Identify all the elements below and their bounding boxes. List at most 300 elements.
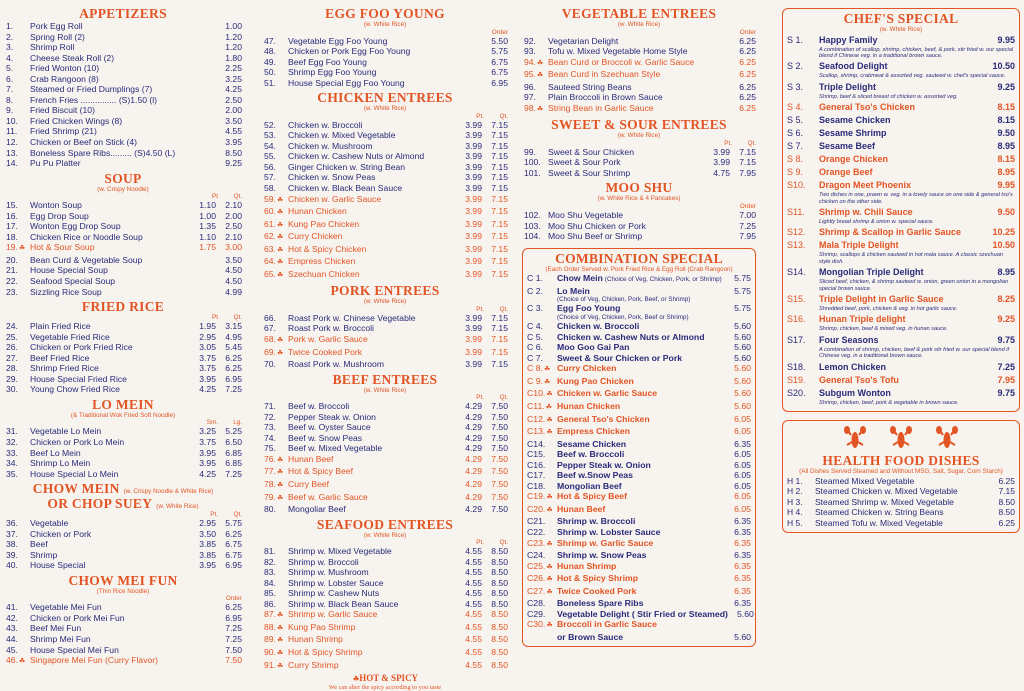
hot-pepper-icon: ☘ — [546, 494, 553, 502]
hot-pepper-icon: ☘ — [276, 662, 284, 670]
item-price-large: 7.15 — [491, 333, 508, 344]
item-name: Chicken w. Cashew Nuts or Almond — [288, 151, 425, 162]
price-column-header — [262, 539, 508, 546]
item-name: Four Seasons — [819, 334, 879, 345]
item-price-large: 7.15 — [491, 183, 508, 194]
menu-item-sweet-sour — [522, 147, 756, 158]
section-title: SEAFOOD ENTREES — [316, 516, 454, 532]
section-note: (Thin Rice Noodle) — [96, 587, 150, 595]
item-price: 6.25 — [739, 35, 756, 46]
item-price-small: 2.95 — [199, 518, 216, 529]
item-number: 39. — [6, 549, 18, 560]
hot-pepper-icon: ☘ — [536, 105, 544, 113]
menu-item-chow-mein — [4, 529, 242, 540]
item-name: Plain Broccoli in Brown Sauce — [548, 92, 663, 103]
item-number: H 5. — [787, 517, 803, 528]
item-price: 8.95 — [997, 141, 1015, 152]
item-number: 54. — [264, 140, 276, 151]
price-header-label: Sm. — [206, 419, 218, 427]
item-price: 10.25 — [992, 227, 1015, 238]
item-name: House Special Mei Fun — [30, 644, 119, 655]
item-number: 43. — [6, 623, 18, 634]
item-number: S16. — [787, 314, 806, 325]
menu-item-egg-foo-young — [262, 57, 508, 68]
item-number: S 9. — [787, 167, 804, 178]
item-price: 7.15 — [998, 486, 1015, 496]
item-price-small: 4.25 — [199, 468, 216, 479]
hot-pepper-icon: ☘ — [546, 506, 553, 514]
item-price: 6.25 — [739, 46, 756, 57]
item-number: C 8.☘ — [527, 363, 551, 374]
hot-pepper-icon: ☘ — [276, 234, 284, 242]
item-name: Triple Delight in Garlic Sauce — [819, 293, 944, 304]
hot-pepper-icon: ☘ — [18, 658, 26, 666]
item-name: Spring Roll (2) — [30, 31, 85, 42]
item-number: C14. — [527, 438, 546, 449]
item-price: 2.50 — [225, 94, 242, 105]
item-number: C17. — [527, 470, 546, 481]
item-price-large: 6.85 — [225, 447, 242, 458]
item-name: Shrimp Mei Fun — [30, 634, 91, 645]
item-price: 8.95 — [997, 167, 1015, 178]
price-header-label: Pt. — [476, 539, 484, 547]
item-name: Pork w. Garlic Sauce — [288, 333, 368, 344]
menu-item-beef — [262, 412, 508, 423]
section-note: (w. Crispy Noodle) — [97, 185, 149, 193]
item-number: 48. — [264, 46, 276, 57]
item-price: 6.35 — [734, 585, 751, 596]
combo-item — [527, 321, 751, 332]
item-description: Shrimp, beef & sliced breast of chicken w. assorted veg. — [819, 93, 958, 100]
item-number: 9. — [6, 105, 14, 116]
item-number: C 9.☘ — [527, 375, 551, 386]
item-price-large: 6.25 — [225, 352, 242, 363]
hot-pepper-icon: ☘ — [276, 271, 284, 279]
menu-item-fried-rice — [4, 332, 242, 343]
item-description: Scallop, shrimp, crabmeat & assorted veg. sauteed w. chef's special sauce. — [819, 73, 1006, 80]
item-description: Shrimp, chicken, beef, pork & vegetable in brown sauce. — [819, 399, 959, 406]
item-price: 7.25 — [225, 634, 242, 645]
item-number: 88.☘ — [264, 621, 284, 632]
item-name: Lo Mein — [557, 285, 590, 296]
item-price: 6.25 — [739, 81, 756, 92]
section-title: SOUP — [104, 170, 142, 186]
menu-item-pork — [262, 359, 508, 370]
item-name: Fried Biscuit (10) — [30, 105, 95, 116]
item-number: 33. — [6, 447, 18, 458]
item-name: General Tso's Chicken — [819, 102, 916, 113]
hot-pepper-icon: ☘ — [276, 494, 284, 502]
item-number: C30.☘ — [527, 619, 553, 630]
item-price-small: 4.55 — [465, 546, 482, 557]
price-header-label: Pt. — [210, 511, 218, 519]
menu-item-chow-mei-fun — [4, 602, 242, 613]
item-price-small: 3.95 — [199, 447, 216, 458]
item-price-small: 1.10 — [199, 200, 216, 211]
item-number: 81. — [264, 546, 276, 557]
item-price-large: 8.50 — [491, 598, 508, 609]
price-column-header — [4, 193, 242, 200]
hot-pepper-icon: ☘ — [276, 624, 284, 632]
item-price-small: 3.95 — [199, 373, 216, 384]
item-name-wrap — [557, 439, 725, 450]
menu-item-fried-rice — [4, 363, 242, 374]
item-price-small: 3.99 — [465, 183, 482, 194]
menu-item-appetizers — [4, 84, 242, 95]
item-price-small: 4.29 — [465, 466, 482, 477]
item-name: Mongolian Beef — [557, 480, 622, 491]
item-price: 5.60 — [734, 375, 751, 386]
item-name: Curry Chicken — [288, 231, 343, 242]
menu-item-chow-mei-fun — [4, 645, 242, 656]
item-name: Sesame Beef — [819, 141, 876, 152]
item-number: 96. — [524, 81, 536, 92]
menu-item-beef — [262, 479, 508, 492]
menu-item-pork — [262, 334, 508, 347]
section-note: (Each Order Served w. Pork Fried Rice & Egg Roll (Crab Rangoon) — [545, 265, 733, 273]
item-number: 51. — [264, 77, 276, 88]
item-number: 5. — [6, 63, 14, 74]
menu-item-beef — [262, 454, 508, 467]
item-price: 6.35 — [734, 537, 751, 548]
item-price: 3.25 — [225, 73, 242, 84]
menu-item-soup — [4, 255, 242, 266]
combo-item — [527, 561, 751, 574]
section-note: (w. White Rice) — [617, 132, 661, 140]
menu-item-seafood — [262, 634, 508, 647]
menu-item-seafood — [262, 660, 508, 673]
item-price: 8.15 — [997, 115, 1015, 126]
item-name: Chicken w. Garlic Sauce — [557, 388, 658, 399]
item-price-small: 3.75 — [199, 363, 216, 374]
item-name: Beef Egg Foo Young — [288, 56, 367, 67]
item-number: S13. — [787, 240, 806, 251]
item-number: 91.☘ — [264, 659, 284, 670]
menu-item-lo-mein — [4, 426, 242, 437]
item-price: 6.95 — [225, 612, 242, 623]
item-price-large: 7.50 — [491, 453, 508, 464]
item-number: 30. — [6, 384, 18, 395]
item-price-small: 3.99 — [465, 231, 482, 242]
item-name: Hot & Spicy Chicken — [288, 243, 367, 254]
item-name: Twice Cooked Pork — [557, 585, 637, 596]
menu-item-appetizers — [4, 21, 242, 32]
item-price-large: 6.25 — [225, 363, 242, 374]
menu-item-appetizers — [4, 158, 242, 169]
item-name: Pork Egg Roll — [30, 21, 83, 31]
combo-item — [527, 401, 751, 414]
combo-item — [527, 586, 751, 599]
item-number: 84. — [264, 577, 276, 588]
item-number: 18. — [6, 231, 18, 242]
chef-special-item — [787, 361, 1015, 374]
combo-item — [527, 388, 751, 401]
menu-item-pork — [262, 313, 508, 324]
health-item — [787, 497, 1015, 508]
item-price-large: 6.25 — [225, 528, 242, 539]
item-name-wrap — [557, 376, 725, 387]
item-price-large: 8.50 — [491, 556, 508, 567]
menu-item-beef — [262, 443, 508, 454]
item-price-small: 3.25 — [199, 426, 216, 437]
menu-item-chicken — [262, 244, 508, 257]
item-name-wrap — [557, 353, 725, 364]
item-price-small: 4.29 — [465, 491, 482, 502]
item-name: Hunan Triple delight — [819, 314, 906, 325]
item-name: Vegetable — [30, 518, 69, 529]
item-number: 104. — [524, 231, 541, 242]
item-price-large: 6.95 — [225, 373, 242, 384]
item-price: 5.60 — [734, 400, 751, 411]
item-name: Mongoliar Beef — [288, 504, 346, 515]
item-number: 14. — [6, 158, 18, 169]
item-name: Beef w. Mixed Vegetable — [288, 443, 383, 454]
item-name: Beef w. Broccoli — [288, 401, 350, 412]
price-header-label: Order — [225, 595, 242, 603]
menu-item-chow-mei-fun — [4, 634, 242, 645]
item-name-wrap — [557, 470, 725, 481]
item-price-small: 3.99 — [465, 333, 482, 344]
combo-item — [527, 491, 751, 504]
item-name: General Tso's Chicken — [557, 413, 650, 424]
item-number: 49. — [264, 56, 276, 67]
item-price-large: 6.75 — [225, 539, 242, 550]
item-price-large: 7.15 — [491, 119, 508, 130]
menu-item-lo-mein — [4, 437, 242, 448]
combo-item — [527, 353, 751, 364]
item-name: Sesame Chicken — [819, 115, 891, 126]
item-name: French Fries ............... (S)1.50 (l) — [30, 94, 158, 105]
item-name-wrap — [557, 504, 725, 515]
item-name: Curry Shrimp — [288, 659, 339, 670]
item-name: Sesame Shrimp — [819, 128, 887, 139]
item-price-large: 3.00 — [225, 242, 242, 253]
price-header-label: Qt. — [233, 511, 242, 519]
column-4 — [782, 4, 1020, 533]
price-header-label: Qt. — [499, 112, 508, 120]
menu-item-sweet-sour — [522, 168, 756, 179]
item-name: String Bean in Garlic Sauce — [548, 102, 654, 113]
menu-item-soup — [4, 287, 242, 298]
item-number: 26. — [6, 342, 18, 353]
item-price-large: 7.50 — [491, 443, 508, 454]
item-price: 7.25 — [997, 361, 1015, 372]
item-price-large: 7.15 — [491, 256, 508, 267]
item-number: 13. — [6, 147, 18, 158]
item-name: Young Chow Fried Rice — [30, 384, 120, 395]
item-name: Egg Foo Young — [557, 303, 621, 314]
hot-pepper-icon: ☘ — [546, 416, 553, 424]
menu-item-egg-foo-young — [262, 78, 508, 89]
item-number: 57. — [264, 172, 276, 183]
item-number: 16. — [6, 210, 18, 221]
section-title: VEGETABLE ENTREES — [561, 6, 717, 21]
menu-item-lo-mein — [4, 469, 242, 480]
chef-special-item — [787, 293, 1015, 306]
section-note: (w. White Rice & 4 Pancakes) — [597, 195, 681, 203]
item-price-large: 8.50 — [491, 609, 508, 620]
item-price: 9.25 — [997, 314, 1015, 325]
item-name-wrap — [557, 388, 725, 399]
item-price-small: 3.99 — [465, 119, 482, 130]
price-header-label: Lg. — [233, 419, 242, 427]
item-price-large: 7.25 — [225, 468, 242, 479]
item-number: 72. — [264, 411, 276, 422]
item-name: Sizzling Rice Soup — [30, 286, 102, 297]
item-name-wrap — [557, 632, 725, 643]
item-name: Sauteed String Beans — [548, 81, 632, 92]
item-price-large: 6.95 — [225, 560, 242, 571]
item-number: H 3. — [787, 496, 803, 507]
menu-item-vegetable — [522, 46, 756, 57]
menu-item-chicken — [262, 194, 508, 207]
item-name-wrap — [557, 414, 725, 425]
item-price: 8.15 — [997, 102, 1015, 113]
item-price-large: 8.50 — [491, 621, 508, 632]
item-name: Mongolian Triple Delight — [819, 267, 924, 278]
item-name: Bean Curd in Szechuan Style — [548, 69, 661, 80]
item-price-large: 7.15 — [491, 268, 508, 279]
menu-item-soup — [4, 221, 242, 232]
item-price: 9.95 — [997, 180, 1015, 191]
item-number: 80. — [264, 504, 276, 515]
section-vegetable — [522, 6, 756, 115]
item-name-wrap — [557, 538, 725, 549]
item-name: Vegetable Mei Fun — [30, 602, 102, 613]
item-price: 6.75 — [491, 67, 508, 78]
menu-item-chow-mein — [4, 518, 242, 529]
menu-item-appetizers — [4, 137, 242, 148]
menu-item-seafood — [262, 578, 508, 589]
item-price: 9.50 — [997, 128, 1015, 139]
item-number: 47. — [264, 35, 276, 46]
item-name: Hunan Beef — [557, 503, 606, 514]
item-price: 6.25 — [998, 475, 1015, 486]
combo-item — [527, 426, 751, 439]
item-number: 11. — [6, 126, 18, 137]
item-number: 46.☘ — [6, 655, 26, 666]
item-price: 6.05 — [734, 426, 751, 437]
item-price: 5.60 — [734, 631, 751, 642]
item-price-small: 3.99 — [465, 130, 482, 141]
item-name: Chicken or Pork Mei Fun — [30, 612, 125, 623]
item-name: Hunan Chicken — [557, 400, 621, 411]
item-name: Chicken w. Black Bean Sauce — [288, 183, 403, 194]
item-price-small: 4.55 — [465, 621, 482, 632]
item-name: Empress Chicken — [288, 256, 356, 267]
item-price-large: 6.50 — [225, 436, 242, 447]
chef-special-item — [787, 313, 1015, 326]
item-number: S10. — [787, 180, 806, 191]
item-price-small: 4.29 — [465, 478, 482, 489]
item-number: S11. — [787, 206, 805, 217]
item-name: Pepper Steak w. Onion — [557, 459, 651, 470]
item-name: House Special Fried Rice — [30, 373, 127, 384]
item-number: S20. — [787, 387, 806, 398]
item-price-large: 7.15 — [491, 346, 508, 357]
menu-item-chow-mei-fun — [4, 613, 242, 624]
column-3 — [522, 4, 756, 647]
item-price: 9.25 — [997, 81, 1015, 92]
combo-item — [527, 504, 751, 517]
item-number: 55. — [264, 151, 276, 162]
item-name: Hunan Shrimp — [288, 634, 343, 645]
item-number: 42. — [6, 612, 18, 623]
hot-pepper-icon: ☘ — [276, 612, 284, 620]
chef-special-item — [787, 101, 1015, 114]
section-moo-shu — [522, 180, 756, 241]
item-number: 101. — [524, 167, 541, 178]
section-title: APPETIZERS — [79, 6, 167, 21]
item-price: 7.95 — [739, 231, 756, 242]
item-price-small: 3.99 — [465, 193, 482, 204]
item-price-small: 3.95 — [199, 458, 216, 469]
menu-item-fried-rice — [4, 353, 242, 364]
item-price-small: 3.75 — [199, 352, 216, 363]
item-name: Sesame Chicken — [557, 438, 627, 449]
section-title: EGG FOO YOUNG — [325, 6, 445, 21]
item-name-wrap — [557, 561, 725, 572]
item-name: Kung Pao Shrimp — [288, 621, 356, 632]
item-price-small: 1.75 — [199, 242, 216, 253]
item-number: S 8. — [787, 154, 804, 165]
item-price-small: 3.99 — [465, 359, 482, 370]
hot-spicy-note: We can alter the spicy according to you taste — [328, 684, 442, 691]
item-name: Egg Drop Soup — [30, 210, 89, 221]
menu-item-beef — [262, 401, 508, 412]
item-price: 6.25 — [739, 102, 756, 113]
chef-special-item — [787, 239, 1015, 252]
item-price: 9.25 — [225, 158, 242, 169]
item-price-large: 4.50 — [225, 265, 242, 276]
item-price-small: 4.29 — [465, 504, 482, 515]
combo-item — [527, 527, 751, 538]
item-price-small: 4.29 — [465, 443, 482, 454]
health-item — [787, 507, 1015, 518]
menu-item-beef — [262, 433, 508, 444]
item-name: Vegetarian Delight — [548, 35, 619, 46]
item-price-large: 7.50 — [491, 411, 508, 422]
item-name: Chicken w. Broccoli — [557, 321, 640, 332]
section-note: (All Dishes Served Steamed and Without MSG, Salt, Sugar, Corn Starch) — [799, 468, 1003, 475]
item-number: 23. — [6, 286, 18, 297]
menu-item-lo-mein — [4, 448, 242, 459]
combo-item — [527, 376, 751, 389]
item-description: (Choice of Veg, Chicken, Pork, Beef, or Shrimp) — [557, 296, 691, 304]
chef-special-item — [787, 81, 1015, 94]
price-column-header — [262, 306, 508, 313]
item-price: 7.50 — [225, 644, 242, 655]
price-column-header — [4, 419, 242, 426]
item-number: 100. — [524, 157, 541, 168]
section-note: (& Traditional Wok Fried Soft Noodle) — [70, 411, 176, 419]
item-number: 95.☘ — [524, 69, 544, 80]
item-number: 50. — [264, 67, 276, 78]
section-title: CHOW MEI FUN — [68, 572, 178, 588]
item-price-small: 4.29 — [465, 422, 482, 433]
item-price-small: 3.99 — [465, 218, 482, 229]
item-price-large: 8.50 — [491, 647, 508, 658]
menu-item-lo-mein — [4, 458, 242, 469]
hot-pepper-icon: ☘ — [276, 221, 284, 229]
menu-item-beef — [262, 492, 508, 505]
item-number: 85. — [264, 588, 276, 599]
item-name: Seafood Delight — [819, 61, 888, 72]
item-price-large: 7.15 — [491, 172, 508, 183]
item-name: Chicken w. Mushroom — [288, 140, 373, 151]
item-price: 6.25 — [225, 602, 242, 613]
item-number: 99. — [524, 146, 536, 157]
